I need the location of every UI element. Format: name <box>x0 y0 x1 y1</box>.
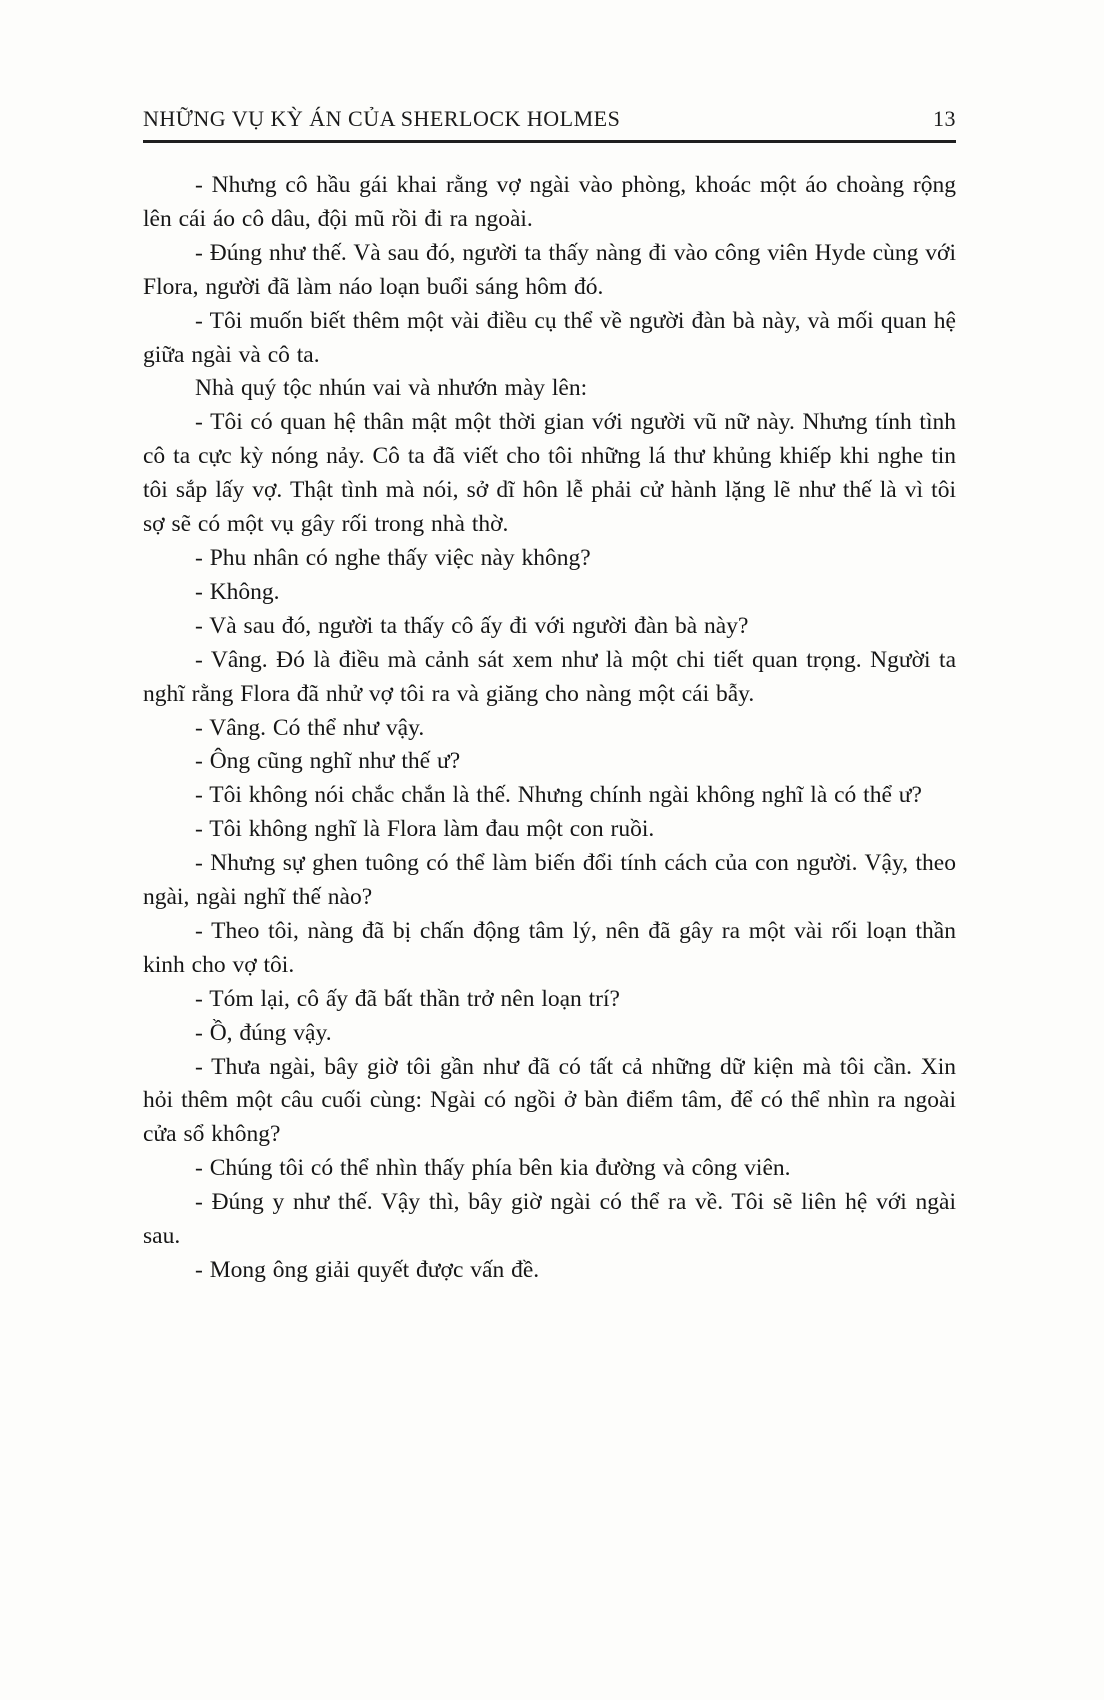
paragraph: - Chúng tôi có thể nhìn thấy phía bên kia đường và công viên. <box>195 1155 791 1182</box>
paragraph: - Ồ, đúng vậy. <box>195 1019 332 1046</box>
paragraph: - Đúng y như thế. Vậy thì, bây giờ ngài có thể ra về. Tôi sẽ liên hệ với ngài sau. <box>143 1189 956 1250</box>
paragraph: - Tôi muốn biết thêm một vài điều cụ thể về người đàn bà này, và mối quan hệ giữa ngài và cô ta. <box>143 307 956 368</box>
paragraph: - Tôi không nói chắc chắn là thế. Nhưng chính ngài không nghĩ là có thể ư? <box>195 782 922 809</box>
header-rule <box>143 140 956 143</box>
paragraph: - Thưa ngài, bây giờ tôi gần như đã có tất cả những dữ kiện mà tôi cần. Xin hỏi thêm một câu cuối cùng: Ngài có ngồi ở bàn điểm tâm, để có thể nhìn ra ngoài cửa sổ không? <box>143 1053 956 1148</box>
paragraph: - Vâng. Có thể như vậy. <box>195 714 425 741</box>
paragraph: - Mong ông giải quyết được vấn đề. <box>195 1257 540 1283</box>
page-number: 13 <box>933 106 956 131</box>
paragraph: - Không. <box>195 578 280 605</box>
paragraph: - Nhưng cô hầu gái khai rằng vợ ngài vào phòng, khoác một áo choàng rộng lên cái áo cô dâu, đội mũ rồi đi ra ngoài. <box>143 172 956 232</box>
paragraph: - Tôi có quan hệ thân mật một thời gian với người vũ nữ này. Nhưng tính tình cô ta cực kỳ nóng nảy. Cô ta đã viết cho tôi những lá thư khủng khiếp khi nghe tin tôi sắp lấy vợ. Thật tình mà nói, sở dĩ hôn lễ phải cử hành lặng lẽ như thế là vì tôi sợ sẽ có một vụ gây rối trong nhà thờ. <box>143 409 956 538</box>
paragraph: - Phu nhân có nghe thấy việc này không? <box>195 544 591 571</box>
paragraph: - Đúng như thế. Và sau đó, người ta thấy nàng đi vào công viên Hyde cùng với Flora, người đã làm náo loạn buổi sáng hôm đó. <box>143 239 956 300</box>
paragraph: - Vâng. Đó là điều mà cảnh sát xem như là một chi tiết quan trọng. Người ta nghĩ rằng Flora đã nhử vợ tôi ra và giăng cho nàng một cái bẫy. <box>143 646 956 707</box>
page-header <box>143 106 956 132</box>
paragraph: - Tôi không nghĩ là Flora làm đau một con ruồi. <box>195 816 655 843</box>
paragraph: - Ông cũng nghĩ như thế ư? <box>195 748 461 775</box>
page-body <box>143 169 956 1288</box>
paragraph: - Và sau đó, người ta thấy cô ấy đi với người đàn bà này? <box>195 612 749 639</box>
paragraph: - Theo tôi, nàng đã bị chấn động tâm lý, nên đã gây ra một vài rối loạn thần kinh cho vợ tôi. <box>143 917 956 978</box>
running-title: NHỮNG VỤ KỲ ÁN CỦA SHERLOCK HOLMES <box>143 106 621 131</box>
paragraph: - Nhưng sự ghen tuông có thể làm biến đổi tính cách của con người. Vậy, theo ngài, ngài nghĩ thế nào? <box>143 850 956 911</box>
paragraph: - Tóm lại, cô ấy đã bất thần trở nên loạn trí? <box>195 985 620 1012</box>
paragraph: Nhà quý tộc nhún vai và nhướn mày lên: <box>195 375 588 402</box>
